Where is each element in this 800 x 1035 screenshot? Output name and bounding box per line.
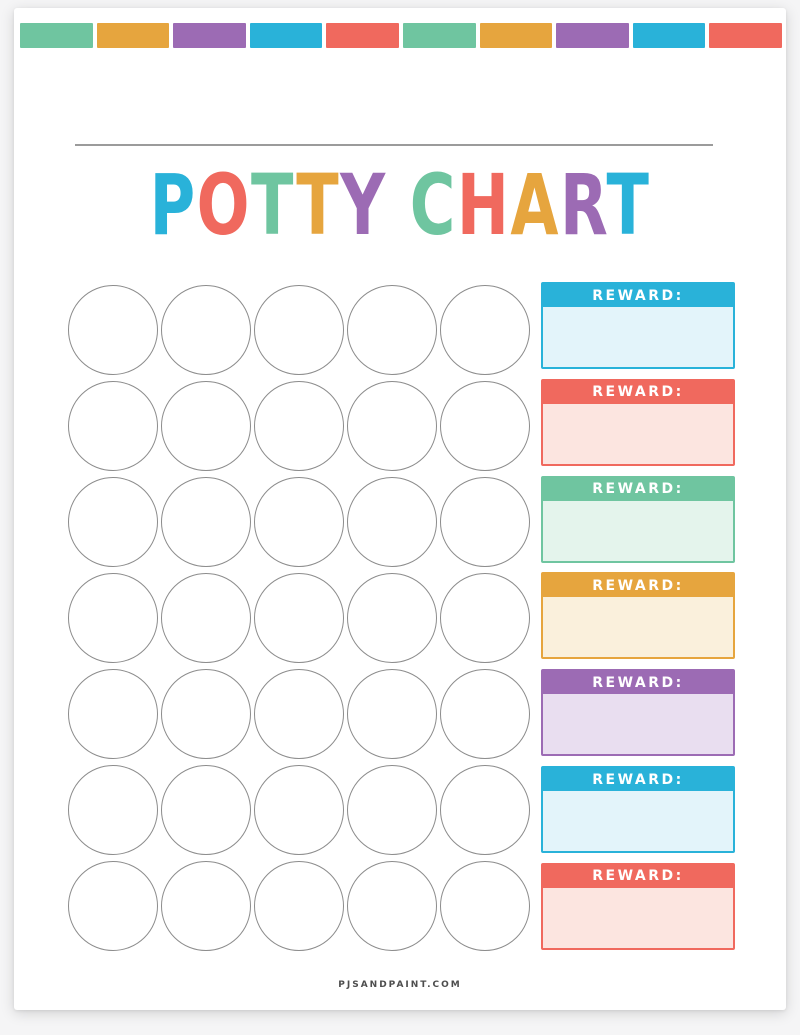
title-letter-o: O <box>196 156 251 254</box>
stripe-segment-green <box>20 23 93 48</box>
reward-writein-area[interactable] <box>543 307 733 367</box>
title-letter-c: C <box>409 156 457 254</box>
sticker-circle[interactable] <box>440 381 530 471</box>
reward-box-4 <box>541 572 735 659</box>
sticker-circle[interactable] <box>68 573 158 663</box>
sticker-circle[interactable] <box>254 477 344 567</box>
reward-box-1 <box>541 282 735 369</box>
title-letter-r: R <box>559 156 607 254</box>
title-letter-y: Y <box>340 156 387 254</box>
sticker-circle[interactable] <box>254 669 344 759</box>
sticker-circle[interactable] <box>161 573 251 663</box>
sticker-grid <box>68 285 530 951</box>
sticker-circle[interactable] <box>161 765 251 855</box>
reward-writein-area[interactable] <box>543 597 733 657</box>
sticker-circle[interactable] <box>440 861 530 951</box>
sticker-circle[interactable] <box>347 381 437 471</box>
title-letter-a: A <box>510 156 560 254</box>
stripe-segment-purple <box>173 23 246 48</box>
stripe-segment-gold <box>480 23 553 48</box>
title-letter-t: T <box>296 156 341 254</box>
title-letter-t: T <box>606 156 651 254</box>
sticker-circle[interactable] <box>254 765 344 855</box>
sticker-circle[interactable] <box>161 477 251 567</box>
sticker-circle[interactable] <box>254 381 344 471</box>
reward-writein-area[interactable] <box>543 791 733 851</box>
reward-box-3 <box>541 476 735 563</box>
sticker-circle[interactable] <box>68 765 158 855</box>
title-letter-t: T <box>250 156 297 254</box>
page-title <box>114 156 685 254</box>
title-space <box>387 156 410 254</box>
reward-box-7 <box>541 863 735 950</box>
top-border-stripe <box>20 23 782 48</box>
sticker-circle[interactable] <box>161 285 251 375</box>
sticker-circle[interactable] <box>347 573 437 663</box>
sticker-circle[interactable] <box>254 861 344 951</box>
website-credit: PJSANDPAINT.COM <box>338 980 462 990</box>
sticker-circle[interactable] <box>440 765 530 855</box>
reward-header-label: REWARD: <box>543 865 733 888</box>
sticker-circle[interactable] <box>254 573 344 663</box>
stripe-segment-gold <box>97 23 170 48</box>
stripe-segment-coral <box>326 23 399 48</box>
reward-header-label: REWARD: <box>543 768 733 791</box>
sticker-circle[interactable] <box>347 669 437 759</box>
sticker-circle[interactable] <box>68 477 158 567</box>
reward-writein-area[interactable] <box>543 888 733 948</box>
reward-box-5 <box>541 669 735 756</box>
stripe-segment-purple <box>556 23 629 48</box>
reward-writein-area[interactable] <box>543 501 733 561</box>
sticker-circle[interactable] <box>347 477 437 567</box>
reward-header-label: REWARD: <box>543 478 733 501</box>
sticker-circle[interactable] <box>440 669 530 759</box>
reward-box-2 <box>541 379 735 466</box>
stripe-segment-green <box>403 23 476 48</box>
divider-line <box>75 144 713 146</box>
title-letter-h: H <box>456 156 511 254</box>
sticker-circle[interactable] <box>161 381 251 471</box>
reward-header-label: REWARD: <box>543 284 733 307</box>
sticker-circle[interactable] <box>254 285 344 375</box>
rewards-column <box>541 282 735 950</box>
sticker-circle[interactable] <box>347 285 437 375</box>
sticker-circle[interactable] <box>347 861 437 951</box>
sticker-circle[interactable] <box>347 765 437 855</box>
sticker-circle[interactable] <box>68 669 158 759</box>
sticker-circle[interactable] <box>161 669 251 759</box>
stripe-segment-coral <box>709 23 782 48</box>
reward-header-label: REWARD: <box>543 574 733 597</box>
sticker-circle[interactable] <box>161 861 251 951</box>
reward-box-6 <box>541 766 735 853</box>
printable-sheet <box>14 8 786 1010</box>
sticker-circle[interactable] <box>68 861 158 951</box>
sticker-circle[interactable] <box>68 381 158 471</box>
stripe-segment-blue <box>250 23 323 48</box>
reward-header-label: REWARD: <box>543 671 733 694</box>
stripe-segment-blue <box>633 23 706 48</box>
sticker-circle[interactable] <box>68 285 158 375</box>
sticker-circle[interactable] <box>440 573 530 663</box>
reward-writein-area[interactable] <box>543 404 733 464</box>
sticker-circle[interactable] <box>440 285 530 375</box>
reward-header-label: REWARD: <box>543 381 733 404</box>
reward-writein-area[interactable] <box>543 694 733 754</box>
sticker-circle[interactable] <box>440 477 530 567</box>
title-letter-p: P <box>149 156 197 254</box>
